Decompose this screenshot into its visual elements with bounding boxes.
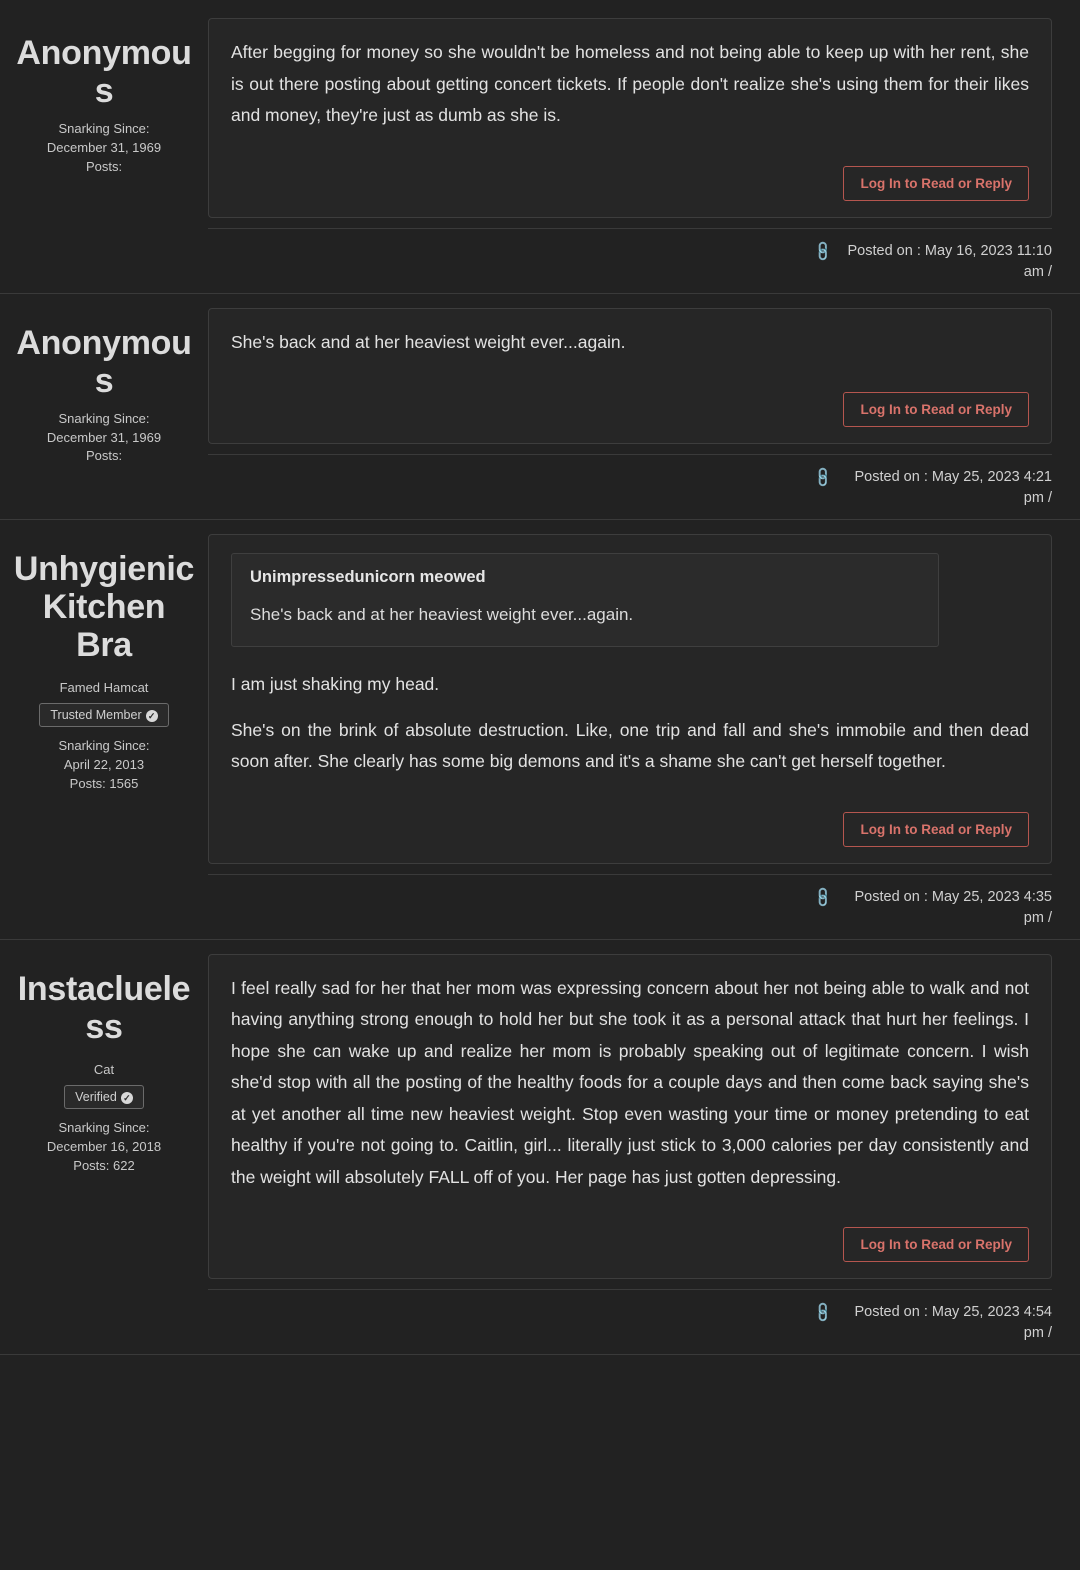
permalink-icon[interactable]: 🔗 [810, 238, 835, 263]
author-rank: Famed Hamcat [59, 680, 149, 696]
author-name[interactable]: Anonymous [16, 323, 192, 400]
post-body-column [208, 12, 1052, 283]
posted-timestamp: Posted on : May 25, 2023 4:35 pm / [854, 888, 1052, 926]
divider [0, 1354, 1080, 1355]
status-badge [39, 703, 168, 727]
login-to-reply-button[interactable]: Log In to Read or Reply [843, 392, 1029, 427]
join-date: December 31, 1969 [46, 429, 162, 445]
post-author-column [0, 948, 208, 1345]
post-content [208, 534, 1052, 864]
permalink-icon[interactable]: 🔗 [810, 465, 835, 489]
status-badge-label: Trusted Member [50, 708, 142, 723]
join-date: April 22, 2013 [63, 757, 145, 773]
post-footer [208, 228, 1052, 283]
verified-check-icon: ✓ [146, 710, 158, 722]
permalink-icon[interactable]: 🔗 [810, 1300, 835, 1325]
snarking-since-label: Snarking Since: [58, 1119, 150, 1135]
status-badge-label: Verified [75, 1089, 117, 1104]
snarking-since-label: Snarking Since: [58, 121, 150, 137]
post-paragraph: She's back and at her heaviest weight ever...again. [231, 331, 626, 352]
post-count: Posts: 1565 [69, 775, 139, 791]
post-footer [208, 874, 1052, 929]
post-count: Posts: [85, 158, 123, 174]
post-count: Posts: [85, 448, 123, 464]
author-rank: Cat [93, 1061, 115, 1077]
post-author-column [0, 12, 208, 283]
post-body-column [208, 302, 1052, 510]
post-content [208, 18, 1052, 218]
post-paragraph: I am just shaking my head. [231, 674, 440, 695]
post [0, 520, 1080, 939]
post-author-column [0, 302, 208, 510]
permalink-icon[interactable]: 🔗 [810, 884, 835, 909]
post-count: Posts: 622 [73, 1157, 135, 1173]
post-paragraph: She's on the brink of absolute destruction. Like, one trip and fall and she's immobile and then dead soon after. She clearly has some big demons and it's a shame she can't get herself together. [231, 719, 1029, 772]
post [0, 294, 1080, 520]
posted-timestamp: Posted on : May 25, 2023 4:54 pm / [854, 1304, 1052, 1342]
join-date: December 31, 1969 [46, 140, 162, 155]
post-body-column [208, 948, 1052, 1345]
snarking-since-label: Snarking Since: [58, 738, 150, 754]
post [0, 940, 1080, 1355]
post [0, 4, 1080, 293]
quote-author: Unimpressedunicorn meowed [250, 568, 486, 587]
login-to-reply-button[interactable]: Log In to Read or Reply [843, 812, 1029, 847]
post-footer [208, 1289, 1052, 1344]
post-content [208, 308, 1052, 445]
posted-timestamp: Posted on : May 25, 2023 4:21 pm / [854, 469, 1052, 507]
status-badge [64, 1085, 144, 1109]
login-to-reply-button[interactable]: Log In to Read or Reply [843, 1227, 1029, 1262]
post-content [208, 954, 1052, 1280]
login-to-reply-button[interactable]: Log In to Read or Reply [843, 166, 1029, 201]
author-name[interactable]: Unhygienic Kitchen Bra [13, 550, 195, 665]
post-paragraph: After begging for money so she wouldn't be homeless and not being able to keep up with her rent, she is out there posting about getting concert tickets. If people don't realize she's using them for their likes and money, they're just as dumb as she is. [231, 42, 1029, 125]
post-author-column [0, 528, 208, 929]
author-name[interactable]: Instaclueless [17, 969, 191, 1046]
quoted-post [231, 553, 939, 647]
author-name[interactable]: Anonymous [16, 34, 192, 111]
posted-timestamp: Posted on : May 16, 2023 11:10 am / [847, 242, 1052, 280]
join-date: December 16, 2018 [46, 1138, 162, 1154]
post-body-column [208, 528, 1052, 929]
snarking-since-label: Snarking Since: [58, 410, 150, 426]
post-footer [208, 454, 1052, 509]
quote-text: She's back and at her heaviest weight ever...again. [250, 605, 634, 625]
verified-check-icon: ✓ [121, 1092, 133, 1104]
post-paragraph: I feel really sad for her that her mom was expressing concern about her not being able to walk and not having anything strong enough to hold her but she took it as a personal attack that hurt her feelings. I hope she can wake up and realize her mom is probably speaking out of legitimate concern. I wish she'd stop with all the posting of the healthy foods for a couple days and then come back saying she's at yet another all time new heaviest weight. Stop even wasting your time or money pretending to eat healthy if you're not going to. Caitlin, girl... literally just stick to 3,000 calories per day consistently and the weight will absolutely FALL off of you. Her page has just gotten depressing. [231, 977, 1029, 1187]
